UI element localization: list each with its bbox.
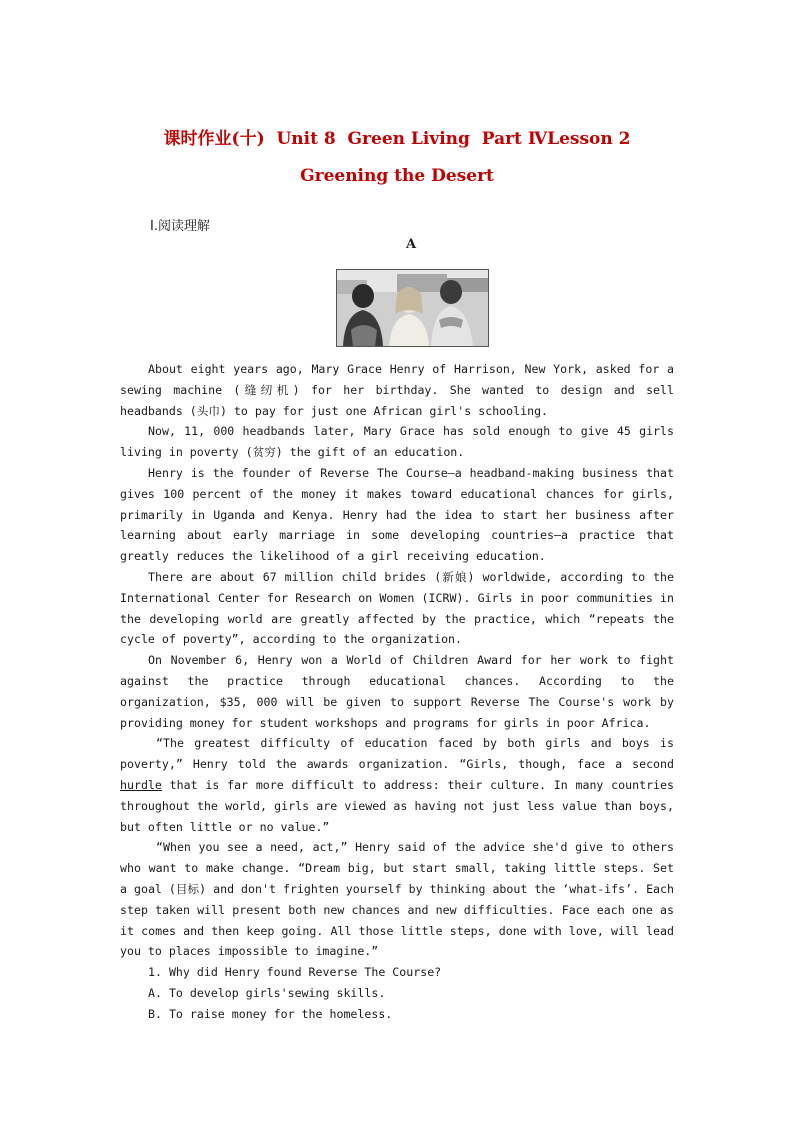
paragraph-3: Henry is the founder of Reverse The Course—a headband-making business that gives 100 percent of the money it makes toward educational chances for girls, primarily in Uganda and Kenya. Henry had the idea to start her business after learning about early marriage in some developing countries—a practice that greatly reduces the likelihood of a girl receiving education. [120, 465, 674, 564]
passage-letter: A [405, 237, 417, 252]
question-option-b: B. To raise money for the homeless. [148, 1006, 393, 1021]
underlined-word-hurdle: hurdle [120, 777, 162, 792]
paragraph-6-part-1: “The greatest difficulty of education faced by both girls and boys is poverty,” Henry told the awards organization. “Girls, though, face a second [120, 736, 674, 772]
passage-body [120, 359, 674, 1025]
document-title: 课时作业(十) Unit 8 Green Living Part ⅣLesson 2 [163, 129, 631, 149]
paragraph-2: Now, 11, 000 headbands later, Mary Grace has sold enough to give 45 girls living in poverty (贫穷) the gift of an education. [120, 424, 674, 460]
paragraph-1: About eight years ago, Mary Grace Henry of Harrison, New York, asked for a sewing machine (缝纫机) for her birthday. She wanted to design and sell headbands (头巾) to pay for just one African girl's schooling. [120, 362, 674, 418]
paragraph-6-part-2: that is far more difficult to address: their culture. In many countries throughout the world, girls are viewed as having not just less value than boys, but often little or no value.” [120, 777, 674, 834]
photo-three-girls [336, 269, 489, 347]
question-option-a: A. To develop girls'sewing skills. [148, 985, 386, 1000]
document-subtitle: Greening the Desert [300, 166, 494, 186]
section-label: Ⅰ.阅读理解 [150, 219, 210, 234]
photo-illustration [337, 270, 488, 346]
paragraph-7: “When you see a need, act,” Henry said of the advice she'd give to others who want to make change. “Dream big, but start small, taking little steps. Set a goal (目标) and don't frighten yourself by thinking about the ‘what-ifs’. Each step taken will present both new chances and new difficulties. Face each one as it comes and then keep going. All those little steps, done with love, will lead you to places impossible to imagine.” [120, 840, 674, 959]
paragraph-5: On November 6, Henry won a World of Children Award for her work to fight against the practice through educational chances. According to the organization, $35, 000 will be given to support Reverse The Course's work by providing money for student workshops and programs for girls in poor Africa. [120, 653, 674, 730]
paragraph-4: There are about 67 million child brides (新娘) worldwide, according to the International Center for Research on Women (ICRW). Girls in poor communities in the developing world are greatly affected by the practice, which “repeats the cycle of poverty”, according to the organization. [120, 569, 674, 647]
question-stem: 1. Why did Henry found Reverse The Course? [148, 965, 442, 980]
paragraph-6 [120, 733, 674, 837]
